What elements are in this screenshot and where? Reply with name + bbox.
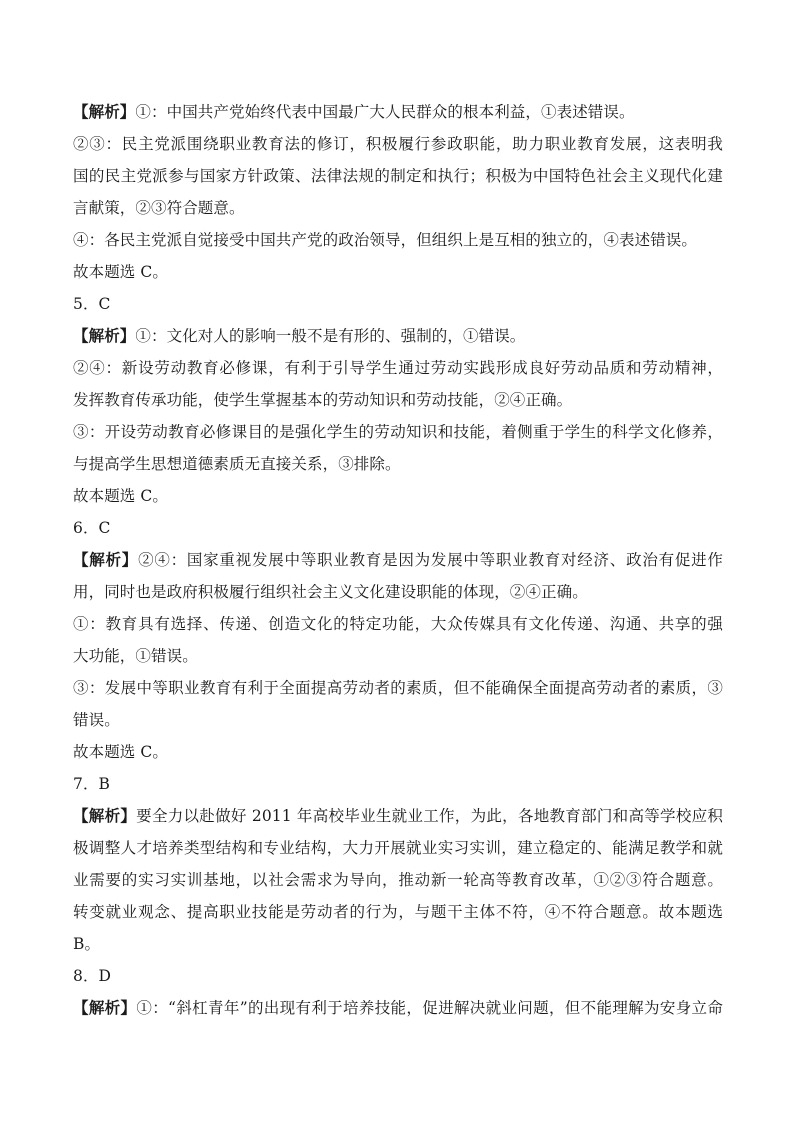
line-text: 发挥教育传承功能，使学生掌握基本的劳动知识和劳动技能，②④正确。 [73,391,573,409]
text-line [73,544,723,576]
text-line [73,128,723,160]
text-line [73,352,723,384]
text-line [73,256,723,288]
line-text: ①：“斜杠青年”的出现有利于培养技能，促进解决就业问题，但不能理解为安身立命 [136,999,723,1017]
text-line [73,640,723,672]
text-line [73,512,723,544]
line-text: 言献策，②③符合题意。 [73,199,245,217]
text-line [73,288,723,320]
text-line [73,896,723,928]
line-text: 大功能，①错误。 [73,647,198,665]
line-text: ①：文化对人的影响一般不是有形的、强制的，①错误。 [135,327,526,345]
line-text: ②③：民主党派围绕职业教育法的修订，积极履行参政职能，助力职业教育发展，这表明我 [73,135,723,153]
text-line [73,864,723,896]
line-text: 极调整人才培养类型结构和专业结构，大力开展就业实习实训，建立稳定的、能满足教学和就 [73,839,723,857]
line-text: 故本题选 C。 [73,487,168,505]
text-line [73,224,723,256]
text-line [73,992,723,1024]
line-text: 要全力以赴做好 2011 年高校毕业生就业工作，为此，各地教育部门和高等学校应积 [136,807,723,825]
line-text: 与提高学生思想道德素质无直接关系，③排除。 [73,455,401,473]
analysis-tag: 【解析】 [73,102,136,121]
analysis-tag: 【解析】 [73,806,137,825]
text-line [73,960,723,992]
line-text: 业需要的实习实训基地，以社会需求为导向，推动新一轮高等教育改革，①②③符合题意。 [73,871,723,889]
text-line [73,736,723,768]
line-text: 用，同时也是政府积极履行组织社会主义文化建设职能的体现，②④正确。 [73,583,588,601]
text-line [73,96,723,128]
line-text: 国的民主党派参与国家方针政策、法律法规的制定和执行；积极为中国特色社会主义现代化建 [73,167,723,185]
text-line [73,800,723,832]
line-text: ③：开设劳动教育必修课目的是强化学生的劳动知识和技能，着侧重于学生的科学文化修养， [73,423,723,441]
text-line [73,608,723,640]
line-text: 8．D [73,967,112,985]
line-text: 5．C [73,295,111,313]
text-line [73,320,723,352]
line-text: 转变就业观念、提高职业技能是劳动者的行为，与题干主体不符，④不符合题意。故本题选 [73,903,723,921]
text-line [73,672,723,704]
line-text: 故本题选 C。 [73,263,168,281]
text-line [73,480,723,512]
analysis-tag: 【解析】 [73,998,137,1017]
text-line [73,928,723,960]
line-text: 故本题选 C。 [73,743,168,761]
analysis-tag: 【解析】 [73,326,136,345]
text-line [73,832,723,864]
line-text: ①：教育具有选择、传递、创造文化的特定功能，大众传媒具有文化传递、沟通、共享的强 [73,615,723,633]
text-line [73,576,723,608]
text-line [73,768,723,800]
text-line [73,416,723,448]
line-text: ③：发展中等职业教育有利于全面提高劳动者的素质，但不能确保全面提高劳动者的素质，③ [73,679,723,697]
text-line [73,160,723,192]
line-text: B。 [73,935,101,953]
line-text: 6．C [73,519,111,537]
text-line [73,192,723,224]
line-text: ②④：新设劳动教育必修课，有利于引导学生通过劳动实践形成良好劳动品质和劳动精神， [73,359,723,377]
line-text: 7．B [73,775,111,793]
line-text: ①：中国共产党始终代表中国最广大人民群众的根本利益，①表述错误。 [135,103,635,121]
text-line [73,384,723,416]
document-page [73,96,723,1024]
text-line [73,704,723,736]
line-text: ④：各民主党派自觉接受中国共产党的政治领导，但组织上是互相的独立的，④表述错误。 [73,231,698,249]
line-text: ②④：国家重视发展中等职业教育是因为发展中等职业教育对经济、政治有促进作 [138,551,723,569]
text-line [73,448,723,480]
line-text: 错误。 [73,711,120,729]
analysis-tag: 【解析】 [73,550,139,569]
